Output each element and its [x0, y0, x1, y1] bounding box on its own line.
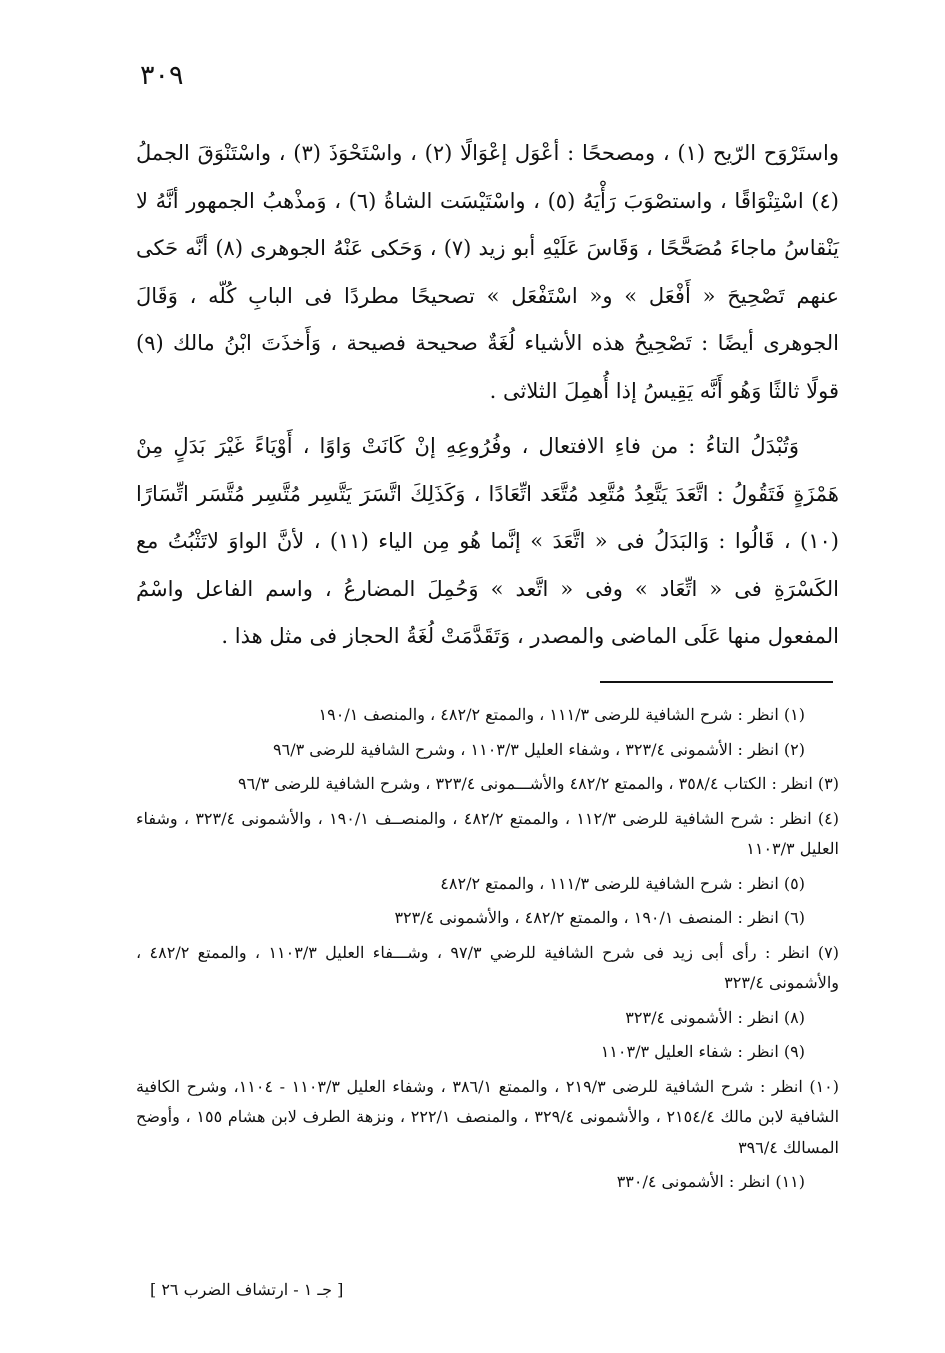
- paragraph: وَتُبْدَلُ التاءُ : من فاءِ الافتعال ، وفُرُوعِهِ إنْ كَانَتْ وَاوًا ، أَوْيَاءً غَيْرَ بَدَلٍ مِنْ هَمْزَةٍ فَتَقُولُ : اتَّعَدَ يَتَّعِدُ مُتَّعِد مُتَّعَد اتِّعَادًا ، وَكَذَلِكَ اتَّسَرَ يَتَّسِر مُتَّسِر مُتَّسَر اتِّسَارًا (١٠) ، قَالُوا : وَالبَدَلُ فى « اتَّعَدَ » إنَّما هُو مِن الياء (١١) ، لأنَّ الواوَ لاتَثْبُتُ مع الكَسْرَةِ فى « اتِّعَاد » وفى « اتَّعد » وَحُمِلَ المضارعُ ، واسم الفاعل واسْمُ المفعول منها عَلَى الماضى والمصدر ، وَتَقَدَّمَتْ لُغَةُ الحجاز فى مثل هذا .: [136, 434, 839, 648]
- footnote: (١١) انظر : الأشمونى ٣٣٠/٤: [616, 1172, 805, 1191]
- paragraph: واستَرْوَح الرّيح (١) ، ومصححًا : أعْوَل إعْوَالًا (٢) ، واسْتَحْوَذَ (٣) ، واسْتَنْوَقَ الجملُ (٤) اسْتِنْوَاقًا ، واستصْوَبَ رَأْيَهُ (٥) ، واسْتَيْسَت الشاةُ (٦) ، وَمذْهبُ الجمهور أنَّهُ لا يَنْقاسُ ماجاءَ مُصَحَّحًا ، وَقَاسَ عَلَيْهِ أبو زيد (٧) ، وَحَكى عَنْهُ الجوهرى (٨) أنَّه حَكى عنهم تَصْحِيحَ « أَفْعَل » و« اسْتَفْعَل » تصحيحًا مطردًا فى البابِ كُلّه ، وَقَالَ الجوهرى أيضًا : تَصْحِيحُ هذه الأشياء لُغَةٌ صحيحة فصيحة ، وَأَخذَتَ ابْنُ مالك (٩) قولًا ثالثًا وَهُو أَنَّه يَقِيسُ إذا أُهمِلَ الثلاثى .: [136, 141, 840, 403]
- footnotes: [136, 700, 839, 1202]
- footnote: (١٠) انظر : شرح الشافية للرضى ٢١٩/٣ ، والممتع ٣٨٦/١ ، وشفاء العليل ١١٠٣/٣ - ١١٠٤، وشرح الكافية الشافية لابن مالك ٢١٥٤/٤ ، والأشمونى ٣٢٩/٤ ، والمنصف ٢٢٢/١ ، ونزهة الطرف لابن هشام ١٥٥ ، وأوضح المسالك ٣٩٦/٤: [136, 1076, 840, 1157]
- main-text: [136, 130, 839, 661]
- footnote: (٧) انظر : رأى أبى زيد فى شرح الشافية للرضي ٩٧/٣ ، وشـــفاء العليل ١١٠٣/٣ ، والممتع ٤٨٢/٢ ، والأشمونى ٣٢٣/٤: [136, 942, 840, 992]
- footnote: (٣) انظر : الكتاب ٣٥٨/٤ ، والممتع ٤٨٢/٢ والأشـــمونى ٣٢٣/٤ ، وشرح الشافية للرضى ٩٦/٣: [238, 774, 839, 793]
- footnote: (٨) انظر : الأشمونى ٣٢٣/٤: [625, 1007, 805, 1027]
- footnote: (٢) انظر : الأشمونى ٣٢٣/٤ ، وشفاء العليل ١١٠٣/٣ ، وشرح الشافية للرضى ٩٦/٣: [273, 739, 805, 759]
- footnote: (٤) انظر : شرح الشافية للرضى ١١٢/٣ ، والممتع ٤٨٢/٢ ، والمنصــف ١٩٠/١ ، والأشمونى ٣٢٣/٤ ، وشفاء العليل ١١٠٣/٣: [136, 808, 840, 858]
- footnote: (٩) انظر : شفاء العليل ١١٠٣/٣: [600, 1042, 805, 1061]
- footnote: (٦) انظر : المنصف ١٩٠/١ ، والممتع ٤٨٢/٢ ، والأشمونى ٣٢٣/٤: [394, 908, 805, 927]
- signature-mark: [ جـ ١ - ارتشاف الضرب ٢٦ ]: [150, 1280, 344, 1299]
- page-number: ٣٠٩: [140, 60, 184, 91]
- footnote: (١) انظر : شرح الشافية للرضى ١١١/٣ ، والممتع ٤٨٢/٢ ، والمنصف ١٩٠/١: [318, 705, 805, 724]
- footnote-separator: [600, 681, 833, 683]
- footnote: (٥) انظر : شرح الشافية للرضى ١١١/٣ ، والممتع ٤٨٢/٢: [440, 873, 805, 893]
